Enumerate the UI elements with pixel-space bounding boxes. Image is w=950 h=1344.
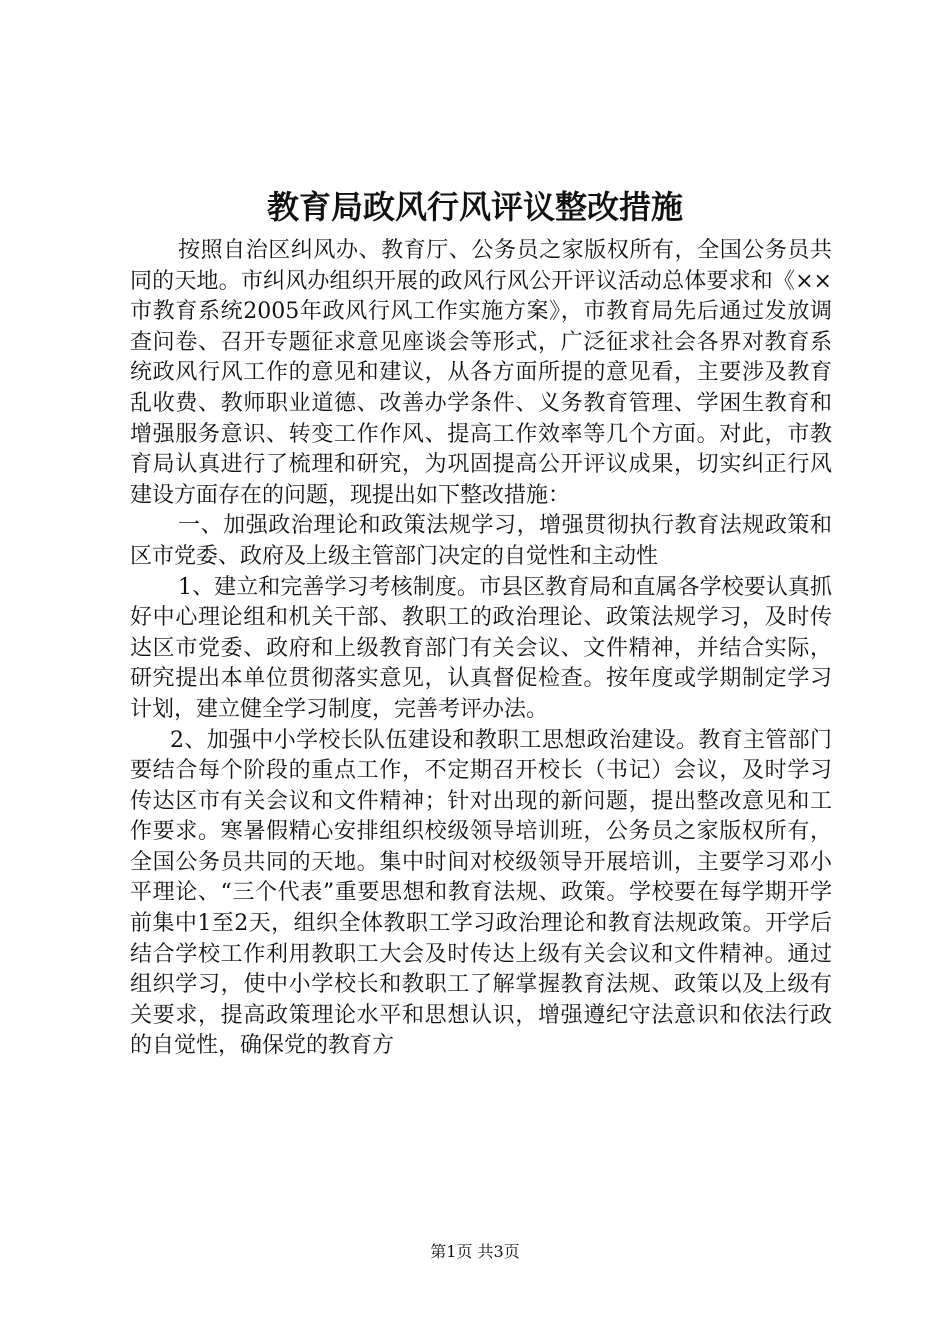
section-heading-1: 一、加强政治理论和政策法规学习，增强贯彻执行教育法规政策和区市党委、政府及上级主管部门决定的自觉性和主动性 — [130, 513, 832, 569]
document-body — [130, 236, 832, 1062]
document-title: 教育局政风行风评议整改措施 — [266, 188, 683, 226]
item-paragraph-1: 1、建立和完善学习考核制度。市县区教育局和直属各学校要认真抓好中心理论组和机关干部、教职工的政治理论、政策法规学习，及时传达区市党委、政府和上级教育部门有关会议、文件精神，并结合实际，研究提出本单位贯彻落实意见，认真督促检查。按年度或学期制定学习计划，建立健全学习制度，完善考评办法。 — [130, 574, 832, 722]
intro-paragraph: 按照自治区纠风办、教育厅、公务员之家版权所有，全国公务员共同的天地。市纠风办组织开展的政风行风公开评议活动总体要求和《××市教育系统2005年政风行风工作实施方案》，市教育局先后通过发放调查问卷、召开专题征求意见座谈会等形式，广泛征求社会各界对教育系统政风行风工作的意见和建议，从各方面所提的意见看，主要涉及教育乱收费、教师职业道德、改善办学条件、义务教育管理、学困生教育和增强服务意识、转变工作作风、提高工作效率等几个方面。对此，市教育局认真进行了梳理和研究，为巩固提高公开评议成果，切实纠正行风建设方面存在的问题，现提出如下整改措施： — [130, 238, 832, 508]
page-footer: 第1页 共3页 — [430, 1242, 520, 1261]
item-paragraph-2: 2、加强中小学校长队伍建设和教职工思想政治建设。教育主管部门要结合每个阶段的重点工作，不定期召开校长（书记）会议，及时学习传达区市有关会议和文件精神；针对出现的新问题，提出整改意见和工作要求。寒暑假精心安排组织校级领导培训班，公务员之家版权所有，全国公务员共同的天地。集中时间对校级领导开展培训，主要学习邓小平理论、“三个代表”重要思想和教育法规、政策。学校要在每学期开学前集中1至2天，组织全体教职工学习政治理论和教育法规政策。开学后结合学校工作利用教职工大会及时传达上级有关会议和文件精神。通过组织学习，使中小学校长和教职工了解掌握教育法规、政策以及上级有关要求，提高政策理论水平和思想认识，增强遵纪守法意识和依法行政的自觉性，确保党的教育方 — [130, 727, 832, 1059]
